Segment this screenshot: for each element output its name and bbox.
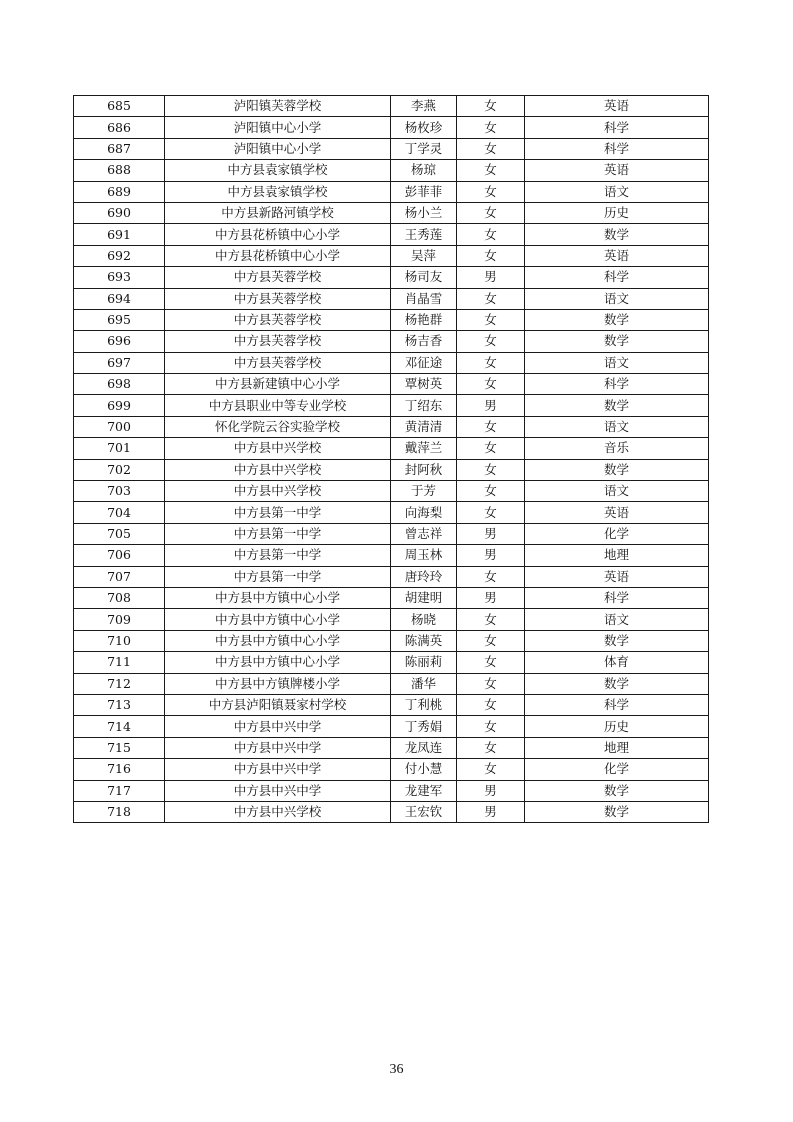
gender-cell: 女 [457,416,525,437]
subject-cell: 数学 [525,331,709,352]
table-row [74,96,709,117]
serial-number-cell: 696 [74,331,165,352]
gender-cell: 女 [457,609,525,630]
serial-number-cell: 703 [74,481,165,502]
teacher-name-cell: 吴萍 [391,245,457,266]
serial-number-cell: 713 [74,694,165,715]
school-cell: 中方县芙蓉学校 [165,309,391,330]
table-row [74,438,709,459]
serial-number-cell: 692 [74,245,165,266]
serial-number-cell: 689 [74,181,165,202]
teacher-name-cell: 杨艳群 [391,309,457,330]
serial-number-cell: 706 [74,545,165,566]
school-cell: 中方县袁家镇学校 [165,160,391,181]
gender-cell: 女 [457,481,525,502]
gender-cell: 女 [457,96,525,117]
teacher-name-cell: 丁绍东 [391,395,457,416]
subject-cell: 英语 [525,245,709,266]
school-cell: 中方县芙蓉学校 [165,352,391,373]
gender-cell: 男 [457,395,525,416]
gender-cell: 女 [457,117,525,138]
serial-number-cell: 712 [74,673,165,694]
serial-number-cell: 718 [74,801,165,822]
subject-cell: 体育 [525,652,709,673]
subject-cell: 语文 [525,288,709,309]
table-row [74,716,709,737]
table-row [74,181,709,202]
school-cell: 中方县中兴学校 [165,801,391,822]
teacher-name-cell: 邓征途 [391,352,457,373]
gender-cell: 女 [457,181,525,202]
school-cell: 中方县中兴中学 [165,759,391,780]
subject-cell: 数学 [525,309,709,330]
serial-number-cell: 717 [74,780,165,801]
subject-cell: 语文 [525,181,709,202]
gender-cell: 女 [457,374,525,395]
serial-number-cell: 694 [74,288,165,309]
teacher-name-cell: 黄清清 [391,416,457,437]
serial-number-cell: 714 [74,716,165,737]
school-cell: 中方县第一中学 [165,502,391,523]
gender-cell: 女 [457,288,525,309]
teacher-name-cell: 李燕 [391,96,457,117]
school-cell: 中方县中兴中学 [165,780,391,801]
gender-cell: 女 [457,694,525,715]
subject-cell: 语文 [525,416,709,437]
serial-number-cell: 701 [74,438,165,459]
subject-cell: 英语 [525,502,709,523]
gender-cell: 男 [457,801,525,822]
subject-cell: 数学 [525,801,709,822]
school-cell: 中方县芙蓉学校 [165,331,391,352]
school-cell: 中方县第一中学 [165,523,391,544]
gender-cell: 女 [457,673,525,694]
subject-cell: 科学 [525,138,709,159]
teacher-name-cell: 杨小兰 [391,202,457,223]
teacher-name-cell: 龙建军 [391,780,457,801]
teacher-name-cell: 杨琼 [391,160,457,181]
table-row [74,587,709,608]
subject-cell: 数学 [525,395,709,416]
school-cell: 泸阳镇中心小学 [165,117,391,138]
table-row [74,331,709,352]
teacher-name-cell: 曾志祥 [391,523,457,544]
teacher-name-cell: 龙凤连 [391,737,457,758]
table-row [74,652,709,673]
school-cell: 中方县中兴学校 [165,459,391,480]
serial-number-cell: 705 [74,523,165,544]
school-cell: 中方县中兴学校 [165,438,391,459]
school-cell: 泸阳镇芙蓉学校 [165,96,391,117]
subject-cell: 历史 [525,202,709,223]
subject-cell: 语文 [525,481,709,502]
serial-number-cell: 695 [74,309,165,330]
table-row [74,737,709,758]
gender-cell: 女 [457,652,525,673]
serial-number-cell: 687 [74,138,165,159]
subject-cell: 历史 [525,716,709,737]
gender-cell: 女 [457,202,525,223]
table-row [74,630,709,651]
table-row [74,138,709,159]
gender-cell: 男 [457,587,525,608]
teacher-name-cell: 陈满英 [391,630,457,651]
table-row [74,395,709,416]
teacher-name-cell: 杨晓 [391,609,457,630]
subject-cell: 英语 [525,160,709,181]
school-cell: 中方县中方镇中心小学 [165,609,391,630]
serial-number-cell: 708 [74,587,165,608]
subject-cell: 地理 [525,545,709,566]
subject-cell: 数学 [525,780,709,801]
gender-cell: 女 [457,459,525,480]
table-row [74,481,709,502]
school-cell: 中方县职业中等专业学校 [165,395,391,416]
school-cell: 中方县第一中学 [165,566,391,587]
table-row [74,759,709,780]
gender-cell: 女 [457,245,525,266]
serial-number-cell: 715 [74,737,165,758]
subject-cell: 科学 [525,267,709,288]
gender-cell: 女 [457,737,525,758]
gender-cell: 女 [457,309,525,330]
subject-cell: 化学 [525,759,709,780]
serial-number-cell: 691 [74,224,165,245]
school-cell: 中方县袁家镇学校 [165,181,391,202]
school-cell: 中方县中兴中学 [165,716,391,737]
table-row [74,224,709,245]
table-row [74,609,709,630]
serial-number-cell: 690 [74,202,165,223]
serial-number-cell: 685 [74,96,165,117]
subject-cell: 科学 [525,694,709,715]
teacher-name-cell: 戴萍兰 [391,438,457,459]
table-row [74,459,709,480]
school-cell: 泸阳镇中心小学 [165,138,391,159]
subject-cell: 科学 [525,374,709,395]
gender-cell: 女 [457,160,525,181]
gender-cell: 女 [457,224,525,245]
table-row [74,780,709,801]
gender-cell: 女 [457,331,525,352]
table-row [74,502,709,523]
teacher-name-cell: 唐玲玲 [391,566,457,587]
serial-number-cell: 710 [74,630,165,651]
school-cell: 中方县花桥镇中心小学 [165,224,391,245]
table-row [74,374,709,395]
subject-cell: 英语 [525,96,709,117]
school-cell: 中方县花桥镇中心小学 [165,245,391,266]
gender-cell: 男 [457,545,525,566]
school-cell: 中方县中兴中学 [165,737,391,758]
table-row [74,416,709,437]
teacher-name-cell: 胡建明 [391,587,457,608]
teacher-name-cell: 肖晶雪 [391,288,457,309]
table-row [74,245,709,266]
subject-cell: 语文 [525,609,709,630]
serial-number-cell: 697 [74,352,165,373]
serial-number-cell: 698 [74,374,165,395]
gender-cell: 女 [457,566,525,587]
teacher-name-cell: 于芳 [391,481,457,502]
school-cell: 中方县新路河镇学校 [165,202,391,223]
table-row [74,566,709,587]
subject-cell: 音乐 [525,438,709,459]
serial-number-cell: 700 [74,416,165,437]
teacher-name-cell: 丁利桃 [391,694,457,715]
teacher-name-cell: 彭菲菲 [391,181,457,202]
table-row [74,694,709,715]
subject-cell: 数学 [525,630,709,651]
teacher-name-cell: 陈丽莉 [391,652,457,673]
teacher-name-cell: 封阿秋 [391,459,457,480]
gender-cell: 女 [457,438,525,459]
school-cell: 中方县芙蓉学校 [165,288,391,309]
serial-number-cell: 704 [74,502,165,523]
table-row [74,673,709,694]
gender-cell: 女 [457,630,525,651]
school-cell: 怀化学院云谷实验学校 [165,416,391,437]
serial-number-cell: 711 [74,652,165,673]
teacher-name-cell: 潘华 [391,673,457,694]
teacher-name-cell: 王秀莲 [391,224,457,245]
school-cell: 中方县芙蓉学校 [165,267,391,288]
table-row [74,288,709,309]
table-row [74,202,709,223]
serial-number-cell: 688 [74,160,165,181]
subject-cell: 化学 [525,523,709,544]
teacher-name-cell: 杨司友 [391,267,457,288]
school-cell: 中方县中方镇中心小学 [165,630,391,651]
serial-number-cell: 693 [74,267,165,288]
subject-cell: 语文 [525,352,709,373]
school-cell: 中方县中方镇中心小学 [165,587,391,608]
serial-number-cell: 707 [74,566,165,587]
serial-number-cell: 686 [74,117,165,138]
table-row [74,545,709,566]
serial-number-cell: 702 [74,459,165,480]
subject-cell: 科学 [525,117,709,138]
serial-number-cell: 716 [74,759,165,780]
school-cell: 中方县中兴学校 [165,481,391,502]
teacher-name-cell: 周玉林 [391,545,457,566]
school-cell: 中方县新建镇中心小学 [165,374,391,395]
table-row [74,267,709,288]
table-row [74,523,709,544]
gender-cell: 男 [457,267,525,288]
gender-cell: 男 [457,780,525,801]
school-cell: 中方县泸阳镇聂家村学校 [165,694,391,715]
subject-cell: 数学 [525,224,709,245]
gender-cell: 女 [457,716,525,737]
subject-cell: 科学 [525,587,709,608]
school-cell: 中方县中方镇牌楼小学 [165,673,391,694]
school-cell: 中方县中方镇中心小学 [165,652,391,673]
table-row [74,160,709,181]
gender-cell: 女 [457,759,525,780]
roster-table [73,95,709,823]
table-row [74,801,709,822]
gender-cell: 男 [457,523,525,544]
gender-cell: 女 [457,352,525,373]
school-cell: 中方县第一中学 [165,545,391,566]
subject-cell: 英语 [525,566,709,587]
gender-cell: 女 [457,502,525,523]
page-number: 36 [389,1062,404,1077]
serial-number-cell: 699 [74,395,165,416]
teacher-name-cell: 杨枚珍 [391,117,457,138]
subject-cell: 数学 [525,673,709,694]
table-row [74,117,709,138]
teacher-name-cell: 向海梨 [391,502,457,523]
teacher-name-cell: 丁学灵 [391,138,457,159]
teacher-name-cell: 丁秀娟 [391,716,457,737]
gender-cell: 女 [457,138,525,159]
teacher-name-cell: 王宏钦 [391,801,457,822]
subject-cell: 数学 [525,459,709,480]
teacher-name-cell: 覃树英 [391,374,457,395]
table-row [74,352,709,373]
teacher-name-cell: 杨吉香 [391,331,457,352]
subject-cell: 地理 [525,737,709,758]
table-row [74,309,709,330]
roster-table-body [74,96,709,823]
teacher-name-cell: 付小慧 [391,759,457,780]
serial-number-cell: 709 [74,609,165,630]
